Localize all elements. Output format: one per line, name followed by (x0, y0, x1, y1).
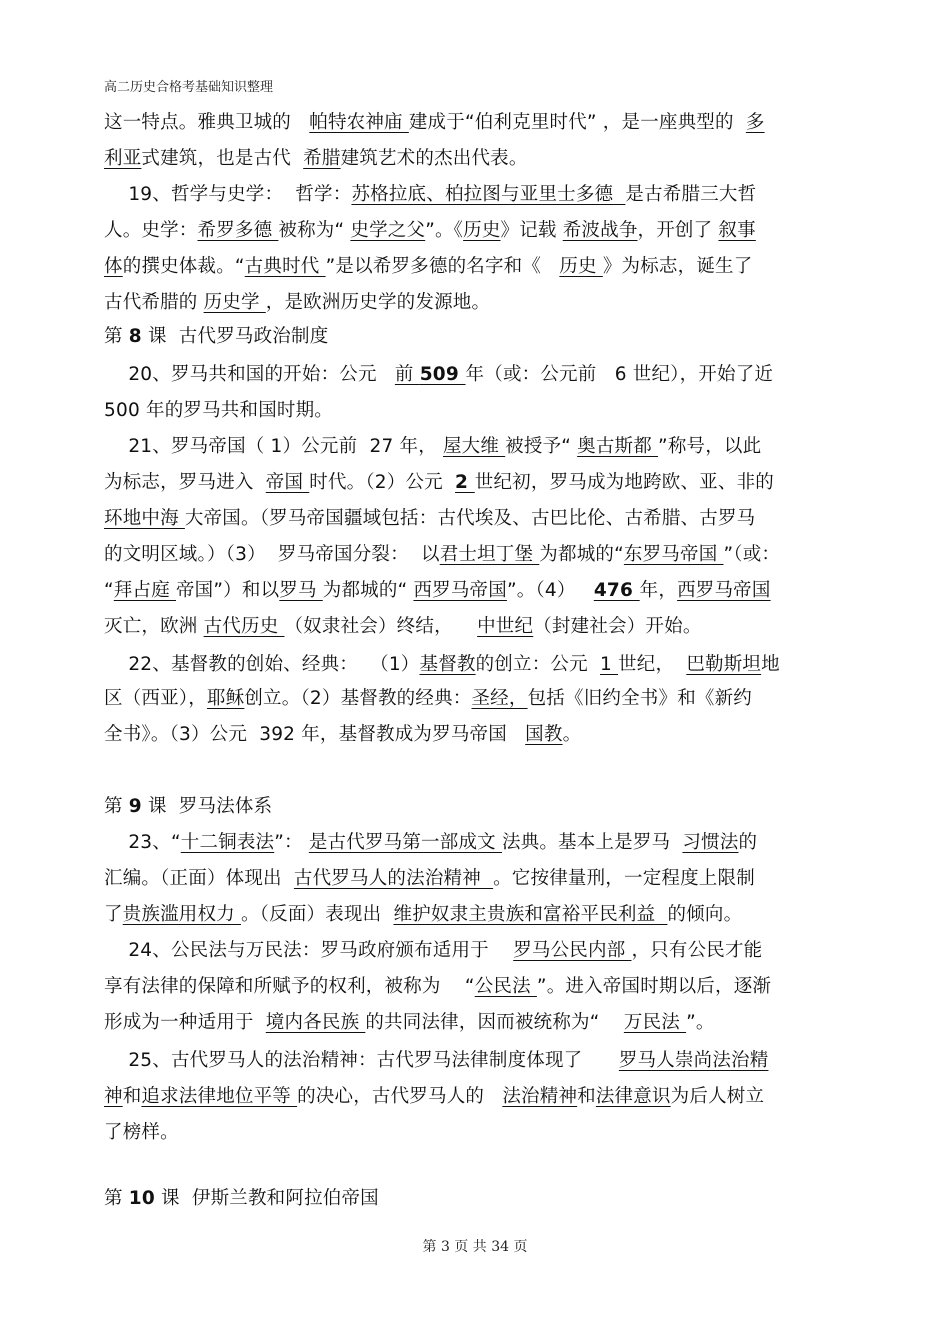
fill-in-answer: 罗马人崇尚法治精 (618, 1050, 769, 1071)
text-line (104, 936, 762, 966)
text-segment: 为标志，罗马进入 (104, 472, 266, 493)
fill-in-answer: 法律意识 (595, 1086, 671, 1107)
fill-in-answer: 509 (419, 364, 466, 385)
text-segment: ”称号，以此 (658, 436, 762, 457)
text-line (104, 576, 771, 606)
text-segment: “ (104, 580, 114, 601)
text-segment: 形成为一种适用于 (104, 1012, 266, 1033)
page-footer: 第 3 页 共 34 页 (422, 1239, 528, 1255)
fill-in-answer: 奥古斯都 (577, 436, 659, 457)
fill-in-answer: 历史 (463, 220, 501, 241)
fill-in-answer: 叙事 (718, 220, 756, 241)
fill-in-answer: 前 (394, 364, 420, 385)
text-segment: 》记载 (500, 220, 563, 241)
text-line (104, 684, 752, 714)
text-line (104, 612, 702, 642)
text-segment: 包括《旧约全书》和《新约 (527, 688, 752, 709)
text-line (104, 792, 272, 822)
text-segment: 汇编。（正面）体现出 (104, 868, 294, 889)
text-segment: （奴隶社会）终结， (284, 616, 478, 637)
text-segment: 全书》。（3）公元 392 年，基督教成为罗马帝国 (104, 724, 526, 745)
fill-in-answer: 2 (455, 472, 475, 493)
text-segment: 建成于“伯利克里时代” ，是一座典型的 (408, 112, 746, 133)
text-line (104, 360, 773, 390)
text-segment: 被称为“ (278, 220, 351, 241)
fill-in-answer: 古代历史 (203, 616, 285, 637)
fill-in-answer: 君士坦丁堡 (439, 544, 540, 565)
text-line (104, 828, 757, 858)
fill-in-answer: 体 (104, 256, 123, 277)
text-segment: 25、古代罗马人的法治精神：古代罗马法律制度体现了 (104, 1050, 619, 1071)
fill-in-answer: 圣经， (471, 688, 528, 709)
text-segment: 年， (639, 580, 678, 601)
text-segment: 。（反面）表现出 (240, 904, 394, 925)
text-segment: 课 罗马法体系 (141, 796, 273, 817)
fill-in-answer: 基督教 (419, 654, 476, 675)
text-segment: 地 (761, 654, 780, 675)
text-line (104, 396, 333, 426)
text-segment: 和 (577, 1086, 596, 1107)
text-segment: 和 (122, 1086, 142, 1107)
text-line (104, 864, 755, 894)
fill-in-answer: 维护奴隶主贵族和富裕平民利益 (393, 904, 668, 925)
text-line (104, 108, 765, 138)
fill-in-answer: 西罗马帝国 (413, 580, 507, 601)
fill-in-answer: 古代罗马人的法治精神 (293, 868, 494, 889)
text-segment: ，开创了 (637, 220, 719, 241)
text-segment: 古代希腊的 (104, 292, 204, 313)
text-segment: 大帝国。（罗马帝国疆域包括：古代埃及、古巴比伦、古希腊、古罗马 (184, 508, 756, 529)
fill-in-answer: 贵族滥用权力 (122, 904, 241, 925)
text-segment: 为都城的“ (539, 544, 624, 565)
text-segment: ”。进入帝国时期以后，逐渐 (536, 976, 772, 997)
text-line (104, 180, 756, 210)
text-line (104, 504, 755, 534)
text-segment: 19、哲学与史学： 哲学： (104, 184, 352, 205)
fill-in-answer: 神 (104, 1086, 123, 1107)
text-line (104, 650, 780, 680)
fill-in-answer: 帕特农神庙 (309, 112, 409, 133)
fill-in-answer: 法治精神 (502, 1086, 578, 1107)
text-segment: ”。 (686, 1012, 715, 1033)
text-segment: 为后人树立 (670, 1086, 765, 1107)
text-segment: ”是以希罗多德的名字和《 (325, 256, 560, 277)
text-segment: 课 古代罗马政治制度 (141, 326, 329, 347)
text-segment: ”。（4） (506, 580, 594, 601)
fill-in-answer: 耶稣 (206, 688, 245, 709)
text-segment: 灭亡，欧洲 (104, 616, 204, 637)
text-segment: 的创立：公元 (475, 654, 600, 675)
fill-in-answer: 476 (593, 580, 640, 601)
text-line (104, 1046, 768, 1076)
text-segment: 为都城的“ (322, 580, 414, 601)
fill-in-answer: 中世纪 (477, 616, 534, 637)
fill-in-answer: 希波战争 (562, 220, 638, 241)
fill-in-answer: 追求法律地位平等 (141, 1086, 298, 1107)
text-segment: 9 (128, 796, 142, 817)
text-line (104, 252, 752, 282)
text-segment: 年（或：公元前 6 世纪），开始了近 (465, 364, 774, 385)
text-segment: 23、“ (104, 832, 181, 853)
text-segment: ”。《 (425, 220, 464, 241)
fill-in-answer: 公民法 (474, 976, 537, 997)
text-segment: 第 (104, 796, 129, 817)
text-line (104, 468, 774, 498)
fill-in-answer: 东罗马帝国 (623, 544, 724, 565)
text-segment: 。它按律量刑，一定程度上限制 (493, 868, 755, 889)
text-line (104, 900, 742, 930)
fill-in-answer: 巴勒斯坦 (686, 654, 762, 675)
text-segment: 20、罗马共和国的开始：公元 (104, 364, 395, 385)
text-line (104, 1118, 179, 1148)
text-segment: 的决心，古代罗马人的 (297, 1086, 503, 1107)
text-line (104, 540, 780, 570)
fill-in-answer: 希腊 (303, 148, 341, 169)
text-segment: ，是欧洲历史学的发源地。 (265, 292, 491, 313)
text-segment: 24、公民法与万民法：罗马政府颁布适用于 (104, 940, 514, 961)
text-line (104, 972, 771, 1002)
text-segment: 区（西亚）， (104, 688, 207, 709)
fill-in-answer: 历史学 (203, 292, 266, 313)
text-segment: 了榜样。 (104, 1122, 179, 1143)
text-segment: 世纪， (618, 654, 687, 675)
fill-in-answer: 环地中海 (104, 508, 185, 529)
fill-in-answer: 罗马 (279, 580, 323, 601)
text-segment: 被授予“ (505, 436, 578, 457)
text-segment: （封建社会）开始。 (533, 616, 702, 637)
fill-in-answer: 拜占庭 (113, 580, 176, 601)
text-segment: ”： (274, 832, 309, 853)
text-line (104, 288, 490, 318)
text-line (104, 322, 328, 352)
text-segment: 500 年的罗马共和国时期。 (104, 400, 333, 421)
text-segment: 的撰史体裁。“ (122, 256, 245, 277)
fill-in-answer: 西罗马帝国 (677, 580, 771, 601)
text-segment: 时代。（2）公元 (309, 472, 456, 493)
fill-in-answer: 国教 (525, 724, 563, 745)
text-segment: 第 (104, 1188, 129, 1209)
fill-in-answer: 多 (745, 112, 765, 133)
text-segment: 法典。基本上是罗马 (501, 832, 683, 853)
fill-in-answer: 1 (599, 654, 619, 675)
fill-in-answer: 是古代罗马第一部成文 (308, 832, 502, 853)
page-header: 高二历史合格考基础知识整理 (104, 80, 274, 95)
text-segment: 是古希腊三大哲 (625, 184, 757, 205)
text-line (104, 1008, 715, 1038)
text-segment: 的倾向。 (667, 904, 743, 925)
text-line (104, 432, 761, 462)
text-line (104, 144, 528, 174)
fill-in-answer: 苏格拉底、柏拉图与亚里士多德 (351, 184, 626, 205)
fill-in-answer: 屋大维 (442, 436, 506, 457)
text-segment: 建筑艺术的杰出代表。 (340, 148, 528, 169)
text-line (104, 720, 581, 750)
fill-in-answer: 境内各民族 (265, 1012, 366, 1033)
text-segment: 22、基督教的创始、经典： （1） (104, 654, 420, 675)
text-segment: 帝国”）和以 (175, 580, 280, 601)
text-segment: 第 (104, 326, 129, 347)
fill-in-answer: 史学之父 (350, 220, 426, 241)
fill-in-answer: 万民法 (623, 1012, 687, 1033)
text-segment: 21、罗马帝国（ 1）公元前 27 年， (104, 436, 443, 457)
fill-in-answer: 历史 (559, 256, 603, 277)
fill-in-answer: 利亚 (104, 148, 142, 169)
fill-in-answer: 罗马公民内部 (513, 940, 632, 961)
text-segment: 8 (128, 326, 142, 347)
text-line (104, 216, 756, 246)
fill-in-answer: 古典时代 (244, 256, 326, 277)
text-line (104, 1184, 379, 1214)
text-line (104, 1082, 764, 1112)
fill-in-answer: 习惯法 (682, 832, 739, 853)
text-segment: 人。史学： (104, 220, 198, 241)
text-segment: 的 (738, 832, 758, 853)
text-segment: 的共同法律，因而被统称为“ (365, 1012, 624, 1033)
text-segment: 享有法律的保障和所赋予的权利，被称为 “ (104, 976, 475, 997)
text-segment: 10 (128, 1188, 155, 1209)
fill-in-answer: 十二铜表法 (180, 832, 275, 853)
fill-in-answer: 帝国 (265, 472, 310, 493)
text-segment: 。 (562, 724, 582, 745)
text-segment: 世纪初，罗马成为地跨欧、亚、非的 (474, 472, 774, 493)
text-segment: 的文明区域。）（3） 罗马帝国分裂： 以 (104, 544, 440, 565)
text-segment: ”（或： (723, 544, 781, 565)
text-segment: ，只有公民才能 (631, 940, 763, 961)
text-segment: 创立。（2）基督教的经典： (244, 688, 472, 709)
text-segment: 了 (104, 904, 123, 925)
text-segment: 》为标志，诞生了 (602, 256, 753, 277)
text-segment: 课 伊斯兰教和阿拉伯帝国 (154, 1188, 379, 1209)
text-segment: 这一特点。雅典卫城的 (104, 112, 310, 133)
fill-in-answer: 希罗多德 (197, 220, 279, 241)
text-segment: 式建筑，也是古代 (141, 148, 304, 169)
